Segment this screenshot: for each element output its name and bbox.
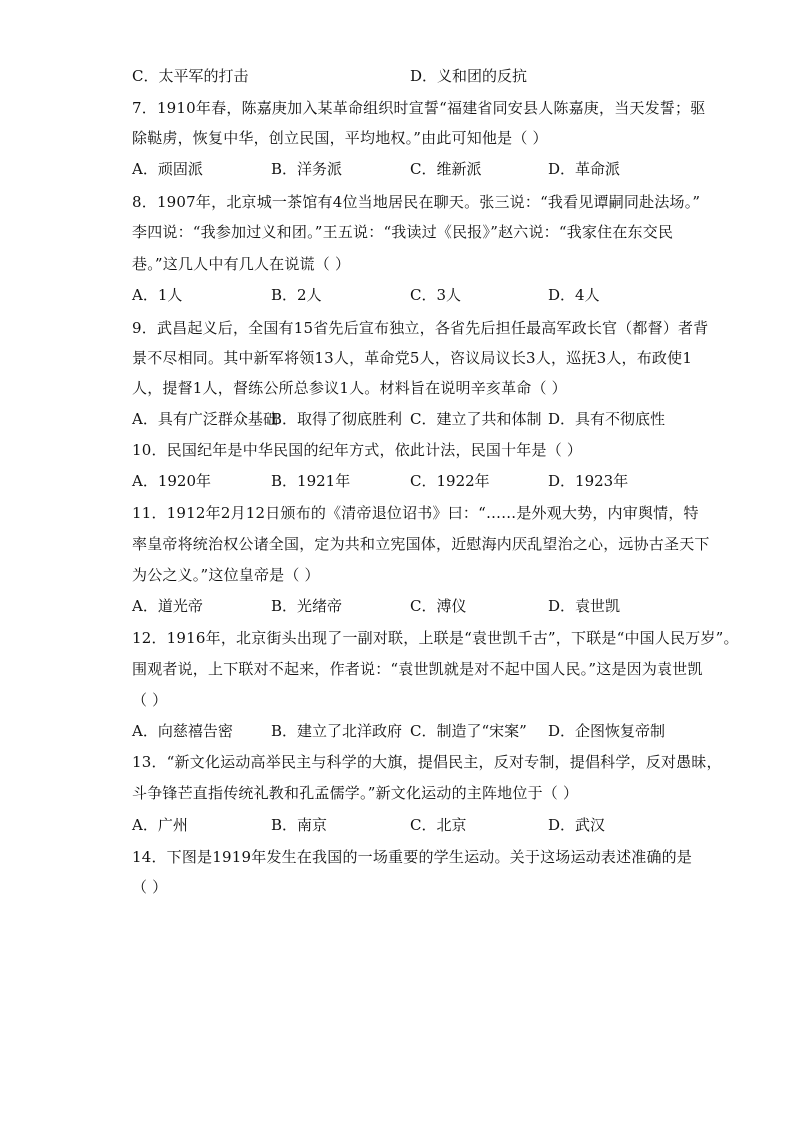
q12-option-a: A．向慈禧告密: [132, 722, 233, 740]
q9-stem-line-2: 景不尽相同。其中新军将领13人，革命党5人，咨议局议长3人，巡抚3人，布政使1: [132, 349, 693, 367]
q8-stem-line-3: 巷。”这几人中有几人在说谎（ ）: [132, 255, 351, 273]
q13-option-a: A．广州: [132, 816, 188, 834]
q9-stem-line-3: 人，提督1人，督练公所总参议1人。材料旨在说明辛亥革命（ ）: [132, 379, 567, 397]
q13-option-b: B．南京: [271, 816, 328, 834]
q12-option-d: D．企图恢复帝制: [548, 722, 666, 740]
q10-option-d: D．1923年: [548, 472, 629, 490]
q9-option-a: A．具有广泛群众基础: [132, 410, 278, 428]
q14-stem-line-2: （ ）: [132, 878, 168, 896]
q10-option-b: B．1921年: [271, 472, 351, 490]
q8-stem-line-2: 李四说：“我参加过义和团。”王五说：“我读过《民报》”赵六说：“我家住在东交民: [132, 223, 674, 241]
q7-stem-line-1: 7．1910年春，陈嘉庚加入某革命组织时宣誓“福建省同安县人陈嘉庚，当天发誓；驱: [132, 99, 706, 117]
q13-option-c: C．北京: [410, 816, 467, 834]
q11-option-d: D．袁世凯: [548, 597, 621, 615]
q6-option-d: D．义和团的反抗: [410, 67, 528, 85]
q8-option-b: B．2人: [271, 286, 322, 304]
q10-option-a: A．1920年: [132, 472, 212, 490]
q9-option-b: B．取得了彻底胜利: [271, 410, 403, 428]
q13-stem-line-2: 斗争锋芒直指传统礼教和孔孟儒学。”新文化运动的主阵地位于（ ）: [132, 784, 579, 802]
q6-option-c: C．太平军的打击: [132, 67, 249, 85]
q7-stem-line-2: 除鞑虏，恢复中华，创立民国，平均地权。”由此可知他是（ ）: [132, 129, 548, 147]
q14-stem-line-1: 14．下图是1919年发生在我国的一场重要的学生运动。关于这场运动表述准确的是: [132, 848, 693, 866]
q10-option-c: C．1922年: [410, 472, 490, 490]
q11-option-c: C．溥仪: [410, 597, 467, 615]
q11-option-a: A．道光帝: [132, 597, 203, 615]
q9-option-c: C．建立了共和体制: [410, 410, 542, 428]
q8-option-d: D．4人: [548, 286, 600, 304]
q10-stem-line-1: 10．民国纪年是中华民国的纪年方式，依此计法，民国十年是（ ）: [132, 441, 583, 459]
q9-stem-line-1: 9．武昌起义后，全国有15省先后宣布独立，各省先后担任最高军政长官（都督）者背: [132, 319, 709, 337]
q12-stem-line-3: （ ）: [132, 691, 168, 709]
q8-option-a: A．1人: [132, 286, 183, 304]
q11-stem-line-1: 11．1912年2月12日颁布的《清帝退位诏书》曰：“……是外观大势，内审舆情，特: [132, 504, 699, 522]
q13-option-d: D．武汉: [548, 816, 606, 834]
q11-option-b: B．光绪帝: [271, 597, 343, 615]
q12-stem-line-1: 12．1916年，北京街头出现了一副对联，上联是“袁世凯千古”，下联是“中国人民万岁”。: [132, 629, 739, 647]
q7-option-d: D．革命派: [548, 160, 621, 178]
q12-stem-line-2: 围观者说，上下联对不起来，作者说：“袁世凯就是对不起中国人民。”这是因为袁世凯: [132, 660, 703, 678]
q11-stem-line-3: 为公之义。”这位皇帝是（ ）: [132, 566, 320, 584]
q9-option-d: D．具有不彻底性: [548, 410, 666, 428]
q7-option-b: B．洋务派: [271, 160, 343, 178]
q12-option-c: C．制造了“宋案”: [410, 722, 527, 740]
q11-stem-line-2: 率皇帝将统治权公诸全国，定为共和立宪国体，近慰海内厌乱望治之心，远协古圣天下: [132, 535, 710, 553]
q13-stem-line-1: 13．“新文化运动高举民主与科学的大旗，提倡民主，反对专制，提倡科学，反对愚昧，: [132, 753, 722, 771]
q7-option-c: C．维新派: [410, 160, 482, 178]
q12-option-b: B．建立了北洋政府: [271, 722, 403, 740]
q7-option-a: A．顽固派: [132, 160, 203, 178]
q8-stem-line-1: 8．1907年，北京城一茶馆有4位当地居民在聊天。张三说：“我看见谭嗣同赴法场。”: [132, 193, 701, 211]
q8-option-c: C．3人: [410, 286, 462, 304]
